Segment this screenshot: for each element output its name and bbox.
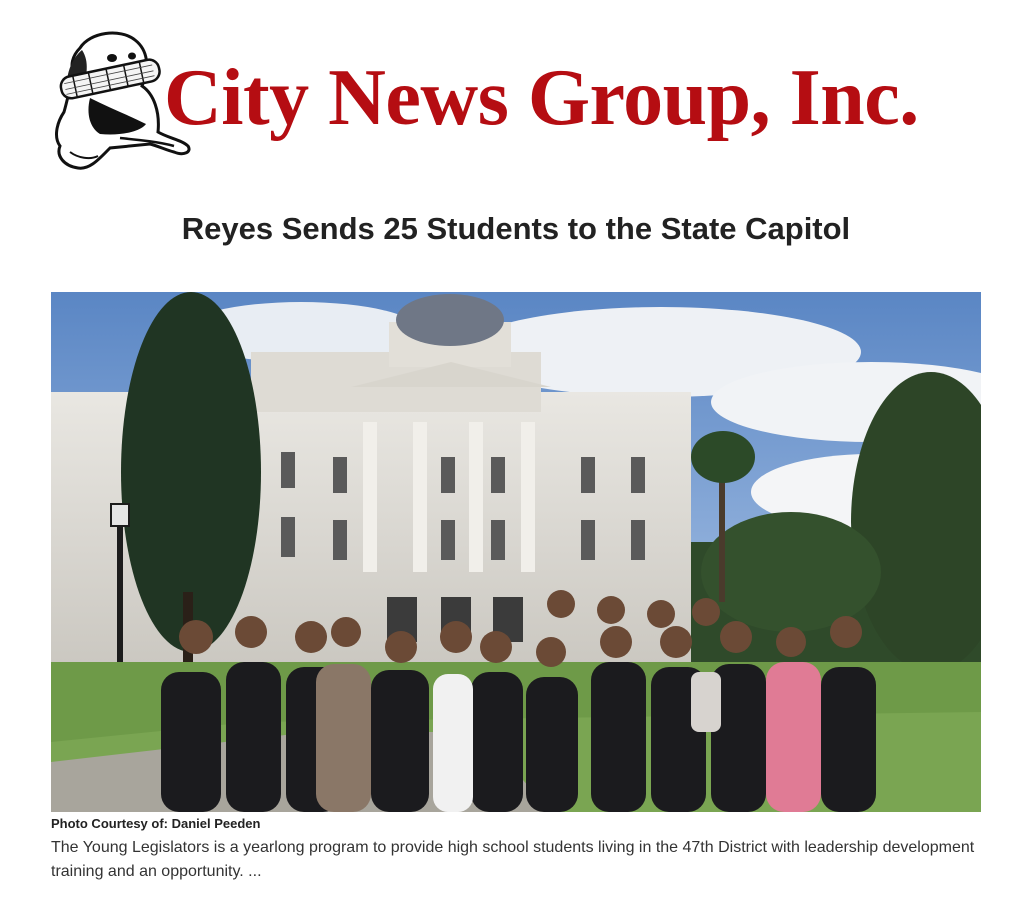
article-headline[interactable]: Reyes Sends 25 Students to the State Capitol	[181, 211, 851, 246]
capitol-group-photo	[51, 292, 981, 812]
article-excerpt: The Young Legislators is a yearlong program to provide high school students living in the 47th District with leadership development training and an opportunity. ...	[51, 839, 975, 880]
site-logo-text[interactable]: City News Group, Inc.	[164, 54, 919, 142]
article-photo[interactable]	[51, 292, 981, 812]
masthead	[50, 28, 980, 174]
photo-caption: Photo Courtesy of: Daniel Peeden	[51, 816, 261, 831]
